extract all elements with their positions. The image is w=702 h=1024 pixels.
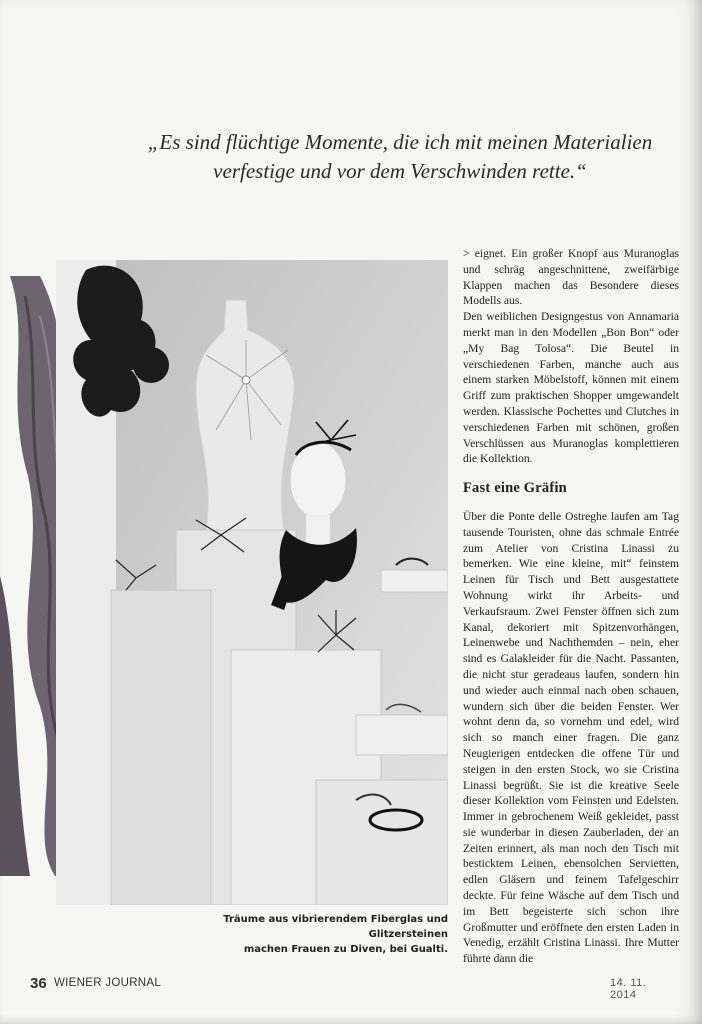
pull-quote-line-2: verfestige und vor dem Verschwinden rette.“ bbox=[213, 159, 587, 183]
photo-illustration bbox=[56, 260, 448, 905]
photo-caption bbox=[170, 912, 448, 957]
page-number: 36 bbox=[30, 975, 47, 992]
issue-date: 14. 11. 2014 bbox=[610, 977, 647, 1001]
photo-caption-line-2: machen Frauen zu Diven, bei Gualti. bbox=[243, 944, 448, 955]
article-paragraph-1: > eignet. Ein großer Knopf aus Muranoglas und schräg angeschnittene, zweifärbige Klappen machen das Besondere dieses Modells aus. bbox=[463, 247, 679, 308]
pull-quote bbox=[120, 128, 680, 186]
article-paragraph-3: Über die Ponte delle Ostreghe laufen am Tag tausende Touristen, ohne das schmale Entrée zum Atelier von Cristina Linassi zu bemerken. Wie eine kleine, mit“ feinstem Leinen für Tisch und Bett ausgestattete Wohnung wirkt ihr Arbeits- und Verkaufsraum. Zwei Fenster öffnen sich zum Kanal, dekoriert mit Spitzenvorhängen, Leinenwebe und Nachthemden – nein, eher sind es Galakleider für die Nacht. Passanten, die nicht stur geradeaus laufen, sondern hin und wieder auch einmal nach oben schauen, wundern sich über die beiden Fenster. Wer wohnt denn da, so vornehm und edel, wird sich so manch einer fragen. Die ganz Neugierigen entdecken die offene Tür und steigen in den ersten Stock, wo sie Cristina Linassi begrüßt. Sie ist die kreative Seele dieser Kollektion vom Feinsten und Edelsten. Immer in gebrochenem Weiß gekleidet, passt sie wunderbar in diesen Zauberladen, der an Zeiten erinnert, als man noch den Tisch mit besticktem Leinen, ebensolchen Servietten, edlen Gläsern und feinem Tafelgeschirr deckte. Für feine Wäsche auf dem Tisch und im Bett begeisterte sich schon ihre Großmutter und eröffnete den ersten Laden in Venedig, erzählt Cristina Linassi. Ihre Mutter führte dann die bbox=[463, 509, 679, 966]
article-subheading: Fast eine Gräfin bbox=[463, 480, 567, 497]
photo-caption-line-1: Träume aus vibrierendem Fiberglas und Glitzersteinen bbox=[223, 914, 448, 940]
article-paragraph-2: Den weiblichen Designgestus von Annamaria merkt man in den Modellen „Bon Bon“ oder „My Bag Tolosa“. Die Beutel in verschiedenen Farben, manche auch aus einem starken Möbelstoff, können mit einem Griff zum praktischen Shopper umgewandelt werden. Klassische Pochettes und Clutches in verschiedenen Farben mit schönen, großen Verschlüssen aus Muranoglas komplettieren die Kollektion. bbox=[463, 310, 679, 466]
article-column bbox=[463, 246, 679, 967]
pull-quote-line-1: „Es sind flüchtige Momente, die ich mit meinen Materialien bbox=[147, 130, 653, 154]
magazine-name: WIENER JOURNAL bbox=[54, 977, 162, 989]
page-footer bbox=[30, 975, 670, 1001]
shop-window-photo bbox=[56, 260, 448, 905]
